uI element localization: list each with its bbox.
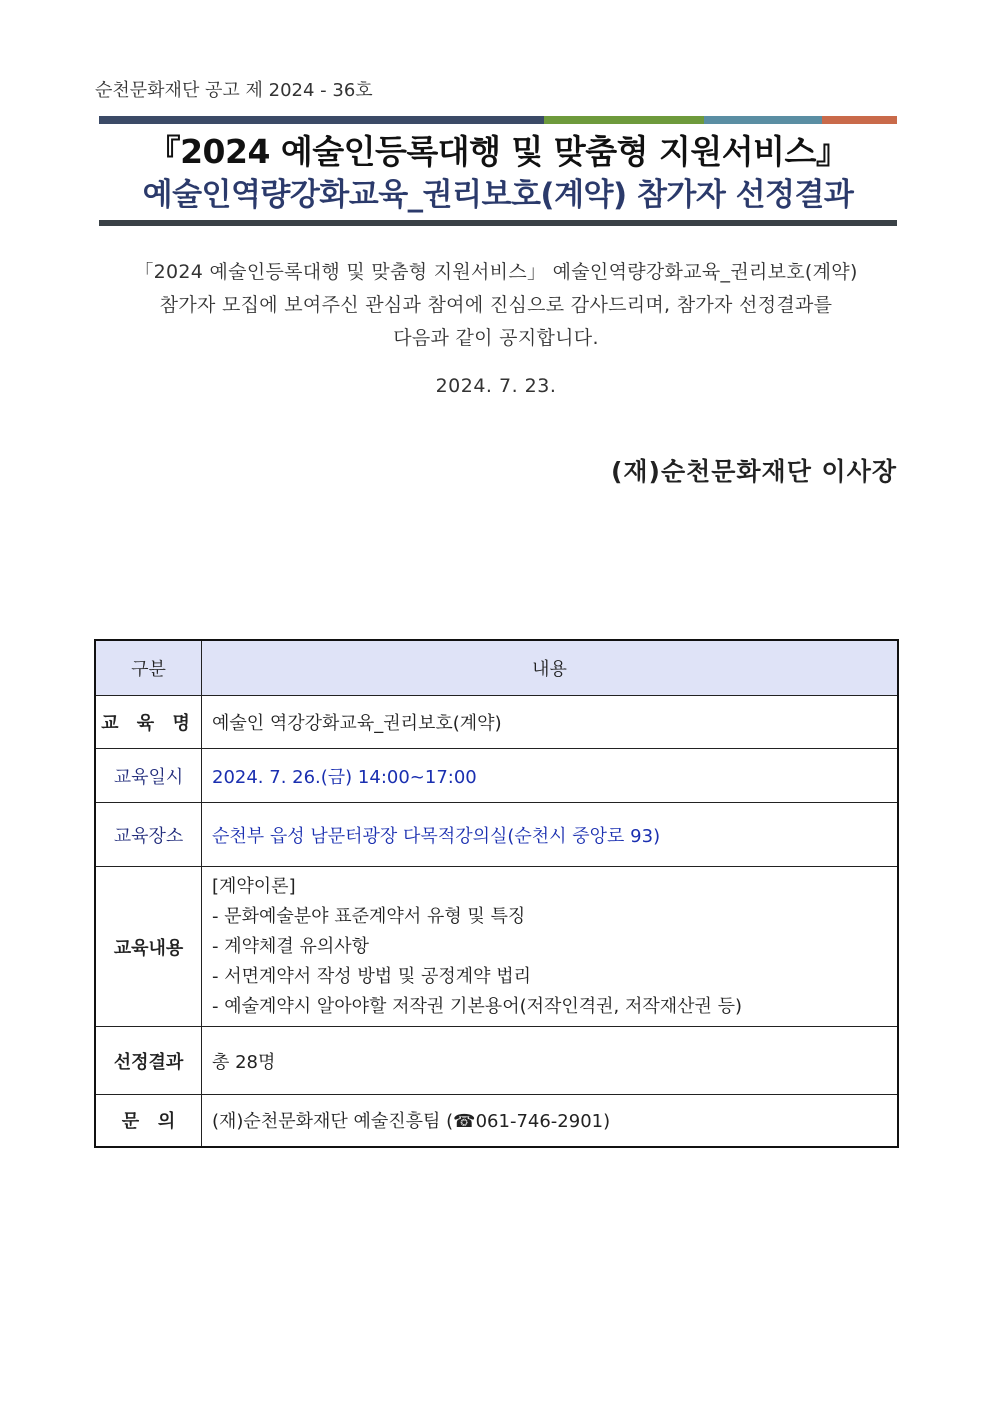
label-content: 교육내용 — [95, 867, 202, 1027]
table-row-datetime — [95, 749, 898, 803]
value-datetime: 2024. 7. 26.(금) 14:00~17:00 — [202, 749, 899, 803]
table-header-row — [95, 640, 898, 696]
info-table — [94, 639, 899, 1148]
header-content: 내용 — [202, 640, 899, 696]
intro-line-1: 「2024 예술인등록대행 및 맞춤형 지원서비스」 예술인역량강화교육_권리보호(계약) — [134, 261, 858, 283]
intro-line-2: 참가자 모집에 보여주신 관심과 참여에 진심으로 감사드리며, 참가자 선정결과를 — [159, 294, 833, 316]
title-block — [99, 116, 897, 226]
content-line: - 문화예술분야 표준계약서 유형 및 특징 — [212, 905, 526, 927]
intro-line-3: 다음과 같이 공지합니다. — [393, 327, 599, 349]
label-name: 교 육 명 — [95, 696, 202, 749]
content-line: - 서면계약서 작성 방법 및 공정계약 법리 — [212, 965, 532, 987]
accent-segment-1 — [99, 116, 544, 124]
table-row-place — [95, 803, 898, 867]
value-name: 예술인 역강강화교육_권리보호(계약) — [202, 696, 899, 749]
title-line-2: 예술인역량강화교육_권리보호(계약) 참가자 선정결과 — [142, 177, 854, 213]
signer: (재)순천문화재단 이사장 — [610, 457, 897, 486]
content-line: [계약이론] — [212, 875, 296, 897]
content-line: - 계약체결 유의사항 — [212, 935, 370, 957]
table-row-inquiry — [95, 1095, 898, 1147]
label-place: 교육장소 — [95, 803, 202, 867]
value-inquiry: (재)순천문화재단 예술진흥팀 (☎061-746-2901) — [202, 1095, 899, 1147]
accent-segment-4 — [822, 116, 897, 124]
content-line: - 예술계약시 알아야할 저작권 기본용어(저작인격권, 저작재산권 등) — [212, 995, 743, 1017]
label-result: 선정결과 — [95, 1027, 202, 1095]
value-content — [202, 867, 899, 1027]
value-place: 순천부 읍성 남문터광장 다목적강의실(순천시 중앙로 93) — [202, 803, 899, 867]
label-datetime: 교육일시 — [95, 749, 202, 803]
table-row-result — [95, 1027, 898, 1095]
accent-segment-2 — [544, 116, 704, 124]
label-inquiry: 문 의 — [95, 1095, 202, 1147]
header-category: 구분 — [95, 640, 202, 696]
table-row-content — [95, 867, 898, 1027]
accent-color-bar — [99, 116, 897, 124]
notice-number: 순천문화재단 공고 제 2024 - 36호 — [95, 80, 373, 101]
intro-paragraph — [96, 256, 896, 355]
table-row-name — [95, 696, 898, 749]
announcement-date: 2024. 7. 23. — [435, 375, 557, 397]
accent-segment-3 — [704, 116, 822, 124]
value-result: 총 28명 — [202, 1027, 899, 1095]
title-line-1: 『2024 예술인등록대행 및 맞춤형 지원서비스』 — [147, 132, 849, 171]
title-underline — [99, 220, 897, 226]
